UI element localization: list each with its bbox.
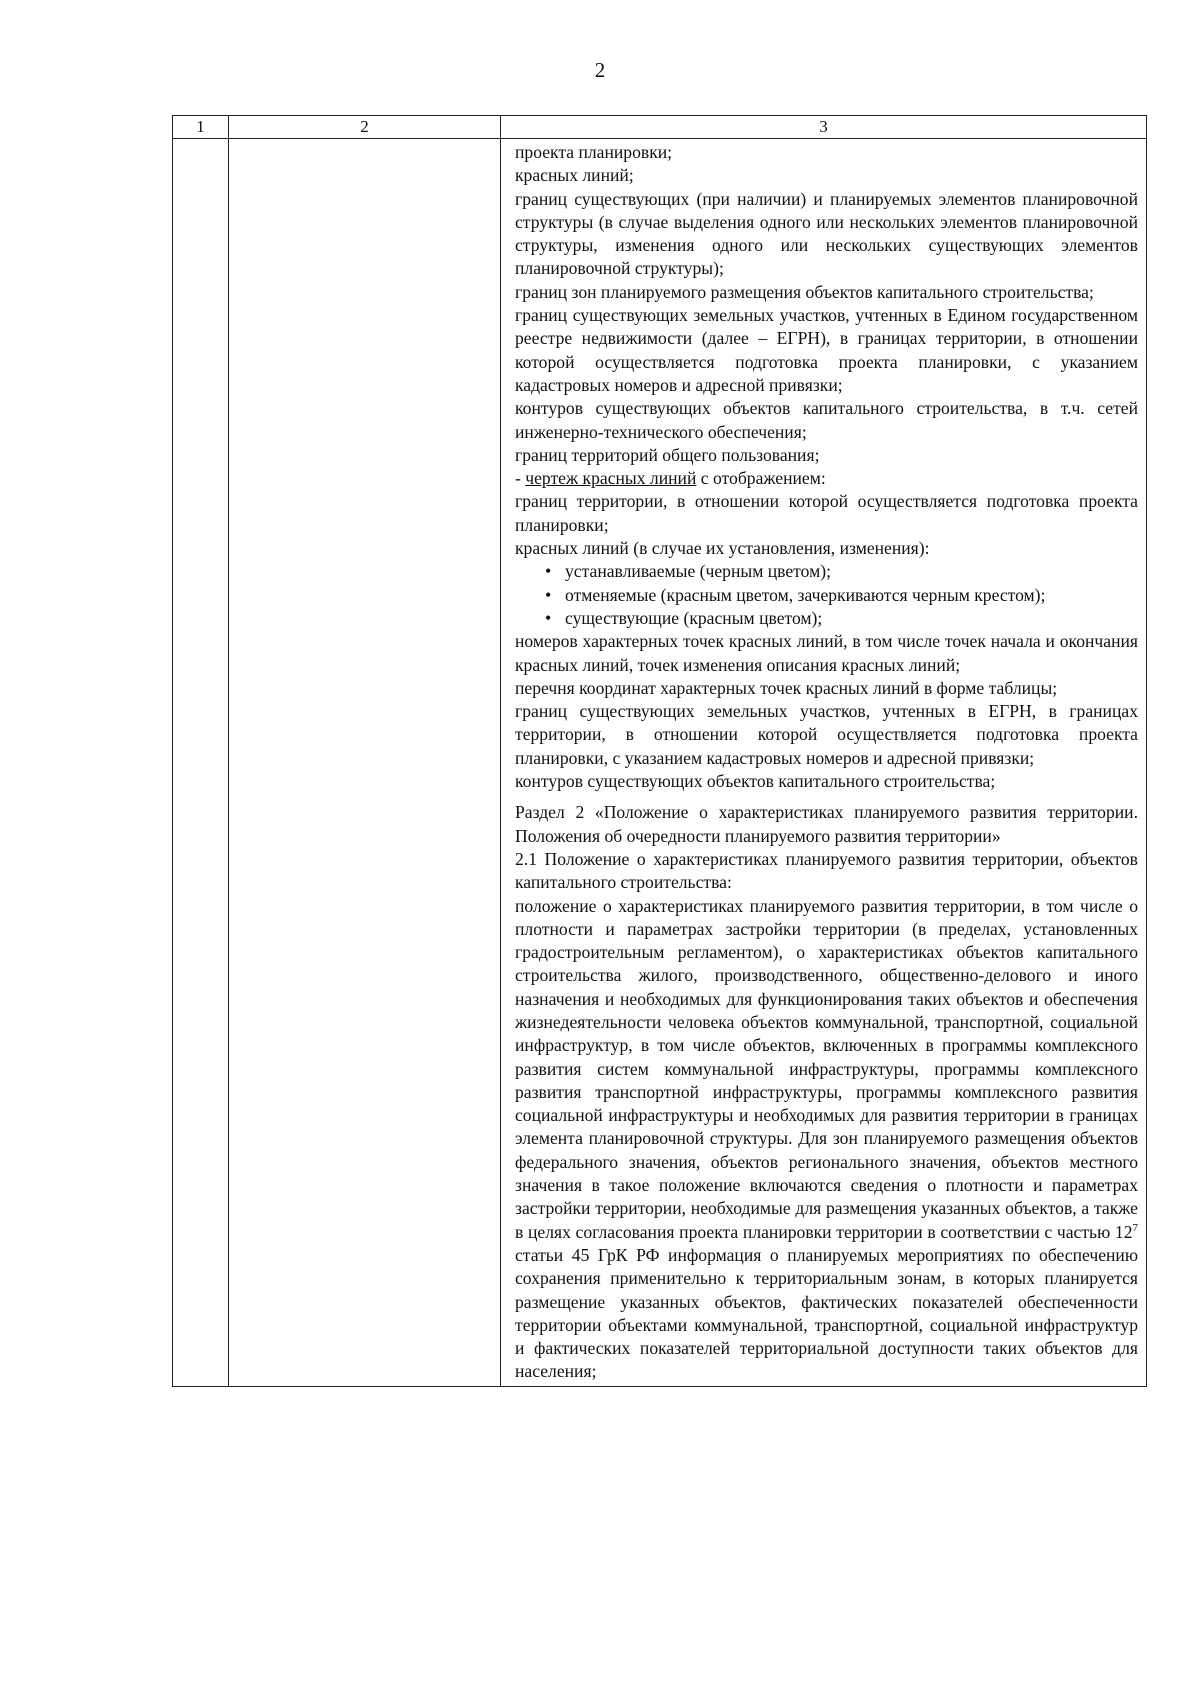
paragraph: границ существующих земельных участков, учтенных в ЕГРН, в границах территории, в отношении которой осуществляется подготовка проекта планировки, с указанием кадастровых номеров и адресной привязки; [515,701,1138,768]
spacer [515,793,1138,801]
paragraph: границ существующих земельных участков, учтенных в Едином государственном реестре недвижимости (далее – ЕГРН), в границах территории, в отношении которой осуществляется подготовка проекта планировки, с указанием кадастровых номеров и адресной привязки; [515,305,1138,395]
superscript: 7 [1132,1221,1138,1234]
paragraph: контуров существующих объектов капитального строительства; [515,771,996,792]
paragraph: номеров характерных точек красных линий, в том числе точек начала и окончания красных линий, точек изменения описания красных линий; [515,631,1138,675]
paragraph: границ существующих (при наличии) и планируемых элементов планировочной структуры (в случае выделения одного или нескольких элементов планировочной структуры, изменения одного или нескольких существующих элементов планировочной структуры); [515,188,1138,279]
paragraph: границ территорий общего пользования; [515,444,820,465]
paragraph: границ зон планируемого размещения объектов капитального строительства; [515,281,1094,302]
drawing-prefix: - [515,468,526,489]
final-text-end: статьи 45 ГрК РФ информация о планируемых мероприятиях по обеспечению сохранения применительно к территориальным зонам, в которых планируется размещение указанных объектов, фактических показателей обеспеченности территории объектами коммунальной, транспортной, социальной инфраструктур и фактических показателей территориальной доступности таких объектов для населения; [515,1244,1138,1382]
subsection-heading: 2.1 Положение о характеристиках планируемого развития территории, объектов капитального строительства: [515,848,1138,893]
paragraph: проекта планировки; [515,142,673,162]
paragraph: красных линий; [515,165,634,186]
header-cell-2: 2 [229,116,501,139]
paragraph: перечня координат характерных точек красных линий в форме таблицы; [515,677,1058,698]
final-paragraph [515,895,1138,1384]
page-number: 2 [594,58,606,82]
red-lines-list [515,560,1138,630]
drawing-title: чертеж красных линий [525,468,697,489]
paragraph: контуров существующих объектов капитального строительства, в т.ч. сетей инженерно-технического обеспечения; [515,398,1138,442]
paragraph: границ территории, в отношении которой осуществляется подготовка проекта планировки; [515,491,1138,535]
final-text-start: положение о характеристиках планируемого развития территории, в том числе о плотности и параметрах застройки территории (в пределах, установленных градостроительным регламентом), о характеристиках объектов капитального строительства жилого, производственного, общественно-делового и иного назначения и необходимых для функционирования таких объектов и обеспечения жизнедеятельности человека объектов коммунальной, транспортной, социальной инфраструктур, в том числе объектов, включенных в программы комплексного развития систем коммунальной инфраструктуры, программы комплексного развития транспортной инфраструктуры, программы комплексного развития социальной инфраструктуры и необходимых для развития территории в границах элемента планировочной структуры. Для зон планируемого размещения объектов федерального значения, объектов регионального значения, объектов местного значения в такое положение включаются сведения о плотности и параметрах застройки территории, необходимые для размещения указанных объектов, а также в целях согласования проекта планировки территории в соответствии с частью 12 [515,895,1138,1242]
row-number-cell [173,139,229,1387]
row-content-cell [501,139,1147,1387]
header-cell-3: 3 [501,116,1147,139]
list-item: • существующие (красным цветом); [545,607,1138,630]
content-block [501,139,1146,1386]
drawing-heading [515,467,1138,490]
requirements-table [172,115,1147,1387]
row-name-cell [229,139,501,1387]
list-item: • отменяемые (красным цветом, зачеркиваются черным крестом); [545,584,1138,607]
drawing-suffix: с отображением: [696,468,826,489]
section-heading: Раздел 2 «Положение о характеристиках планируемого развития территории. Положения об очередности планируемого развития территории» [515,802,1138,846]
paragraph: красных линий (в случае их установления, изменения): [515,538,930,559]
header-cell-1: 1 [173,116,229,139]
table-row [173,139,1147,1387]
table-header-row [173,116,1147,139]
list-item: • устанавливаемые (черным цветом); [545,560,1138,583]
